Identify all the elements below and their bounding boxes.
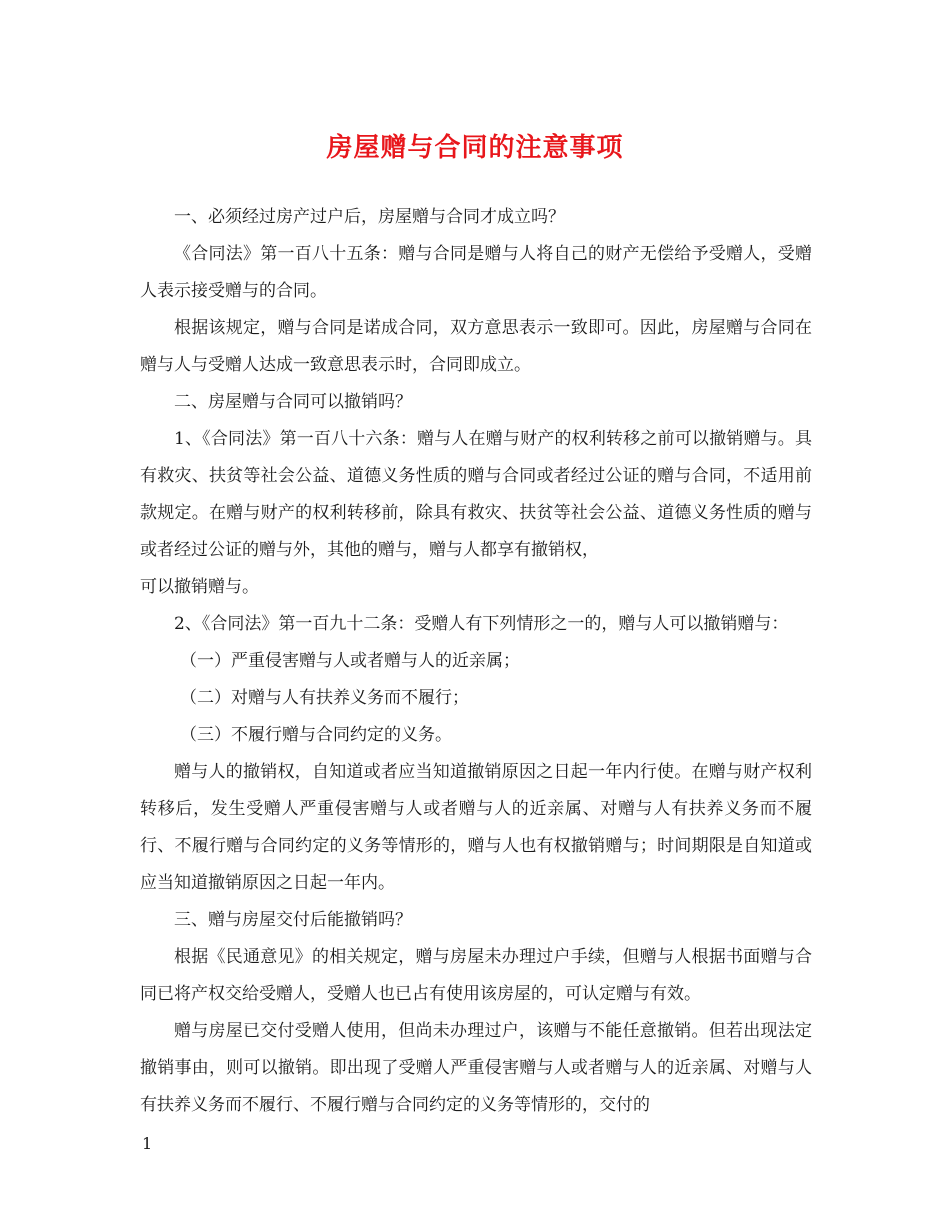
paragraph: 2、《合同法》第一百九十二条：受赠人有下列情形之一的，赠与人可以撤销赠与： [174,614,789,634]
list-item: （三）不履行赠与合同约定的义务。 [180,725,452,745]
page-number: 1 [142,1134,153,1153]
paragraph: 赠与人的撤销权，自知道或者应当知道撤销原因之日起一年内行使。在赠与财产权利转移后，发生受赠人严重侵害赠与人或者赠与人的近亲属、对赠与人有扶养义务而不履行、不履行赠与合同约定的义务等情形的，赠与人也有权撤销赠与；时间期限是自知道或应当知道撤销原因之日起一年内。 [140,762,812,893]
paragraph: 三、赠与房屋交付后能撤销吗？ [174,910,412,930]
paragraph: 可以撤销赠与。 [140,577,259,597]
paragraph: 根据《民通意见》的相关规定，赠与房屋未办理过户手续，但赠与人根据书面赠与合同已将产权交给受赠人，受赠人也已占有使用该房屋的，可认定赠与有效。 [140,947,812,1004]
paragraph: 二、房屋赠与合同可以撤销吗？ [174,392,412,412]
paragraph: 根据该规定，赠与合同是诺成合同，双方意思表示一致即可。因此，房屋赠与合同在赠与人与受赠人达成一致意思表示时，合同即成立。 [140,318,812,375]
document-body [140,199,812,1124]
paragraph: 1、《合同法》第一百八十六条：赠与人在赠与财产的权利转移之前可以撤销赠与。具有救灾、扶贫等社会公益、道德义务性质的赠与合同或者经过公证的赠与合同，不适用前款规定。在赠与财产的权利转移前，除具有救灾、扶贫等社会公益、道德义务性质的赠与或者经过公证的赠与外，其他的赠与，赠与人都享有撤销权， [140,429,812,560]
list-item: （一）严重侵害赠与人或者赠与人的近亲属； [180,651,520,671]
paragraph: 《合同法》第一百八十五条：赠与合同是赠与人将自己的财产无偿给予受赠人，受赠人表示接受赠与的合同。 [140,244,812,301]
list-item: （二）对赠与人有扶养义务而不履行； [180,688,469,708]
paragraph: 一、必须经过房产过户后，房屋赠与合同才成立吗？ [174,207,565,227]
paragraph: 赠与房屋已交付受赠人使用，但尚未办理过户，该赠与不能任意撤销。但若出现法定撤销事由，则可以撤销。即出现了受赠人严重侵害赠与人或者赠与人的近亲属、对赠与人有扶养义务而不履行、不履行赠与合同约定的义务等情形的，交付的 [140,1021,812,1115]
document-title: 房屋赠与合同的注意事项 [326,133,624,163]
